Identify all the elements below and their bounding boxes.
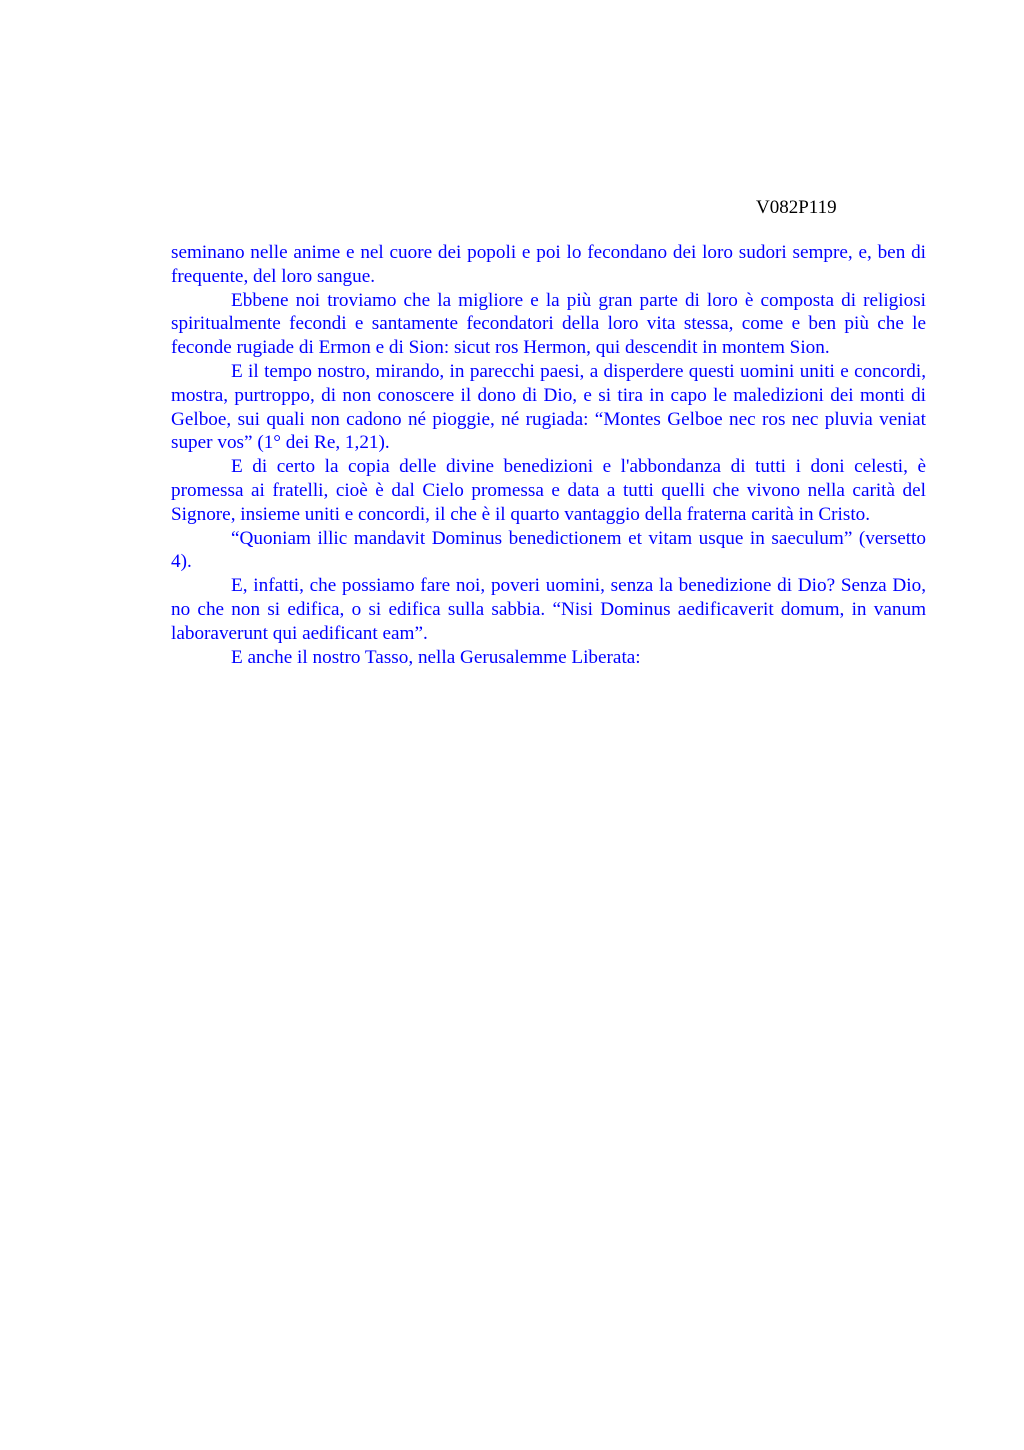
paragraph: E di certo la copia delle divine benedizioni e l'abbondanza di tutti i doni celesti, è promessa ai fratelli, cioè è dal Cielo promessa e data a tutti quelli che vivono nella carità del Signore, insieme uniti e concordi, il che è il quarto vantaggio della fraterna carità in Cristo.: [171, 456, 926, 525]
paragraph: E, infatti, che possiamo fare noi, poveri uomini, senza la benedizione di Dio? Senza Dio, no che non si edifica, o si edifica sulla sabbia. “Nisi Dominus aedificaverit domum, in vanum laboraverunt qui aedificant eam”.: [171, 575, 926, 644]
paragraph: seminano nelle anime e nel cuore dei popoli e poi lo fecondano dei loro sudori sempre, e, ben di frequente, del loro sangue.: [171, 242, 926, 287]
paragraph: Ebbene noi troviamo che la migliore e la più gran parte di loro è composta di religiosi spiritualmente fecondi e santamente fecondatori della loro vita stessa, come e ben più che le feconde rugiade di Ermon e di Sion: sicut ros Hermon, qui descendit in montem Sion.: [171, 289, 926, 359]
paragraph: E il tempo nostro, mirando, in parecchi paesi, a disperdere questi uomini uniti e concordi, mostra, purtroppo, di non conoscere il dono di Dio, e si tira in capo le maledizioni dei monti di Gelboe, sui quali non cadono né pioggie, né rugiada: “Montes Gelboe nec ros nec pluvia veniat super vos” (1° dei Re, 1,21).: [171, 360, 926, 454]
body-text: [171, 241, 926, 669]
paragraph: E anche il nostro Tasso, nella Gerusalemme Liberata:: [231, 646, 641, 668]
page-code: V082P119: [756, 197, 837, 218]
paragraph: “Quoniam illic mandavit Dominus benedictionem et vitam usque in saeculum” (versetto 4).: [171, 527, 926, 573]
